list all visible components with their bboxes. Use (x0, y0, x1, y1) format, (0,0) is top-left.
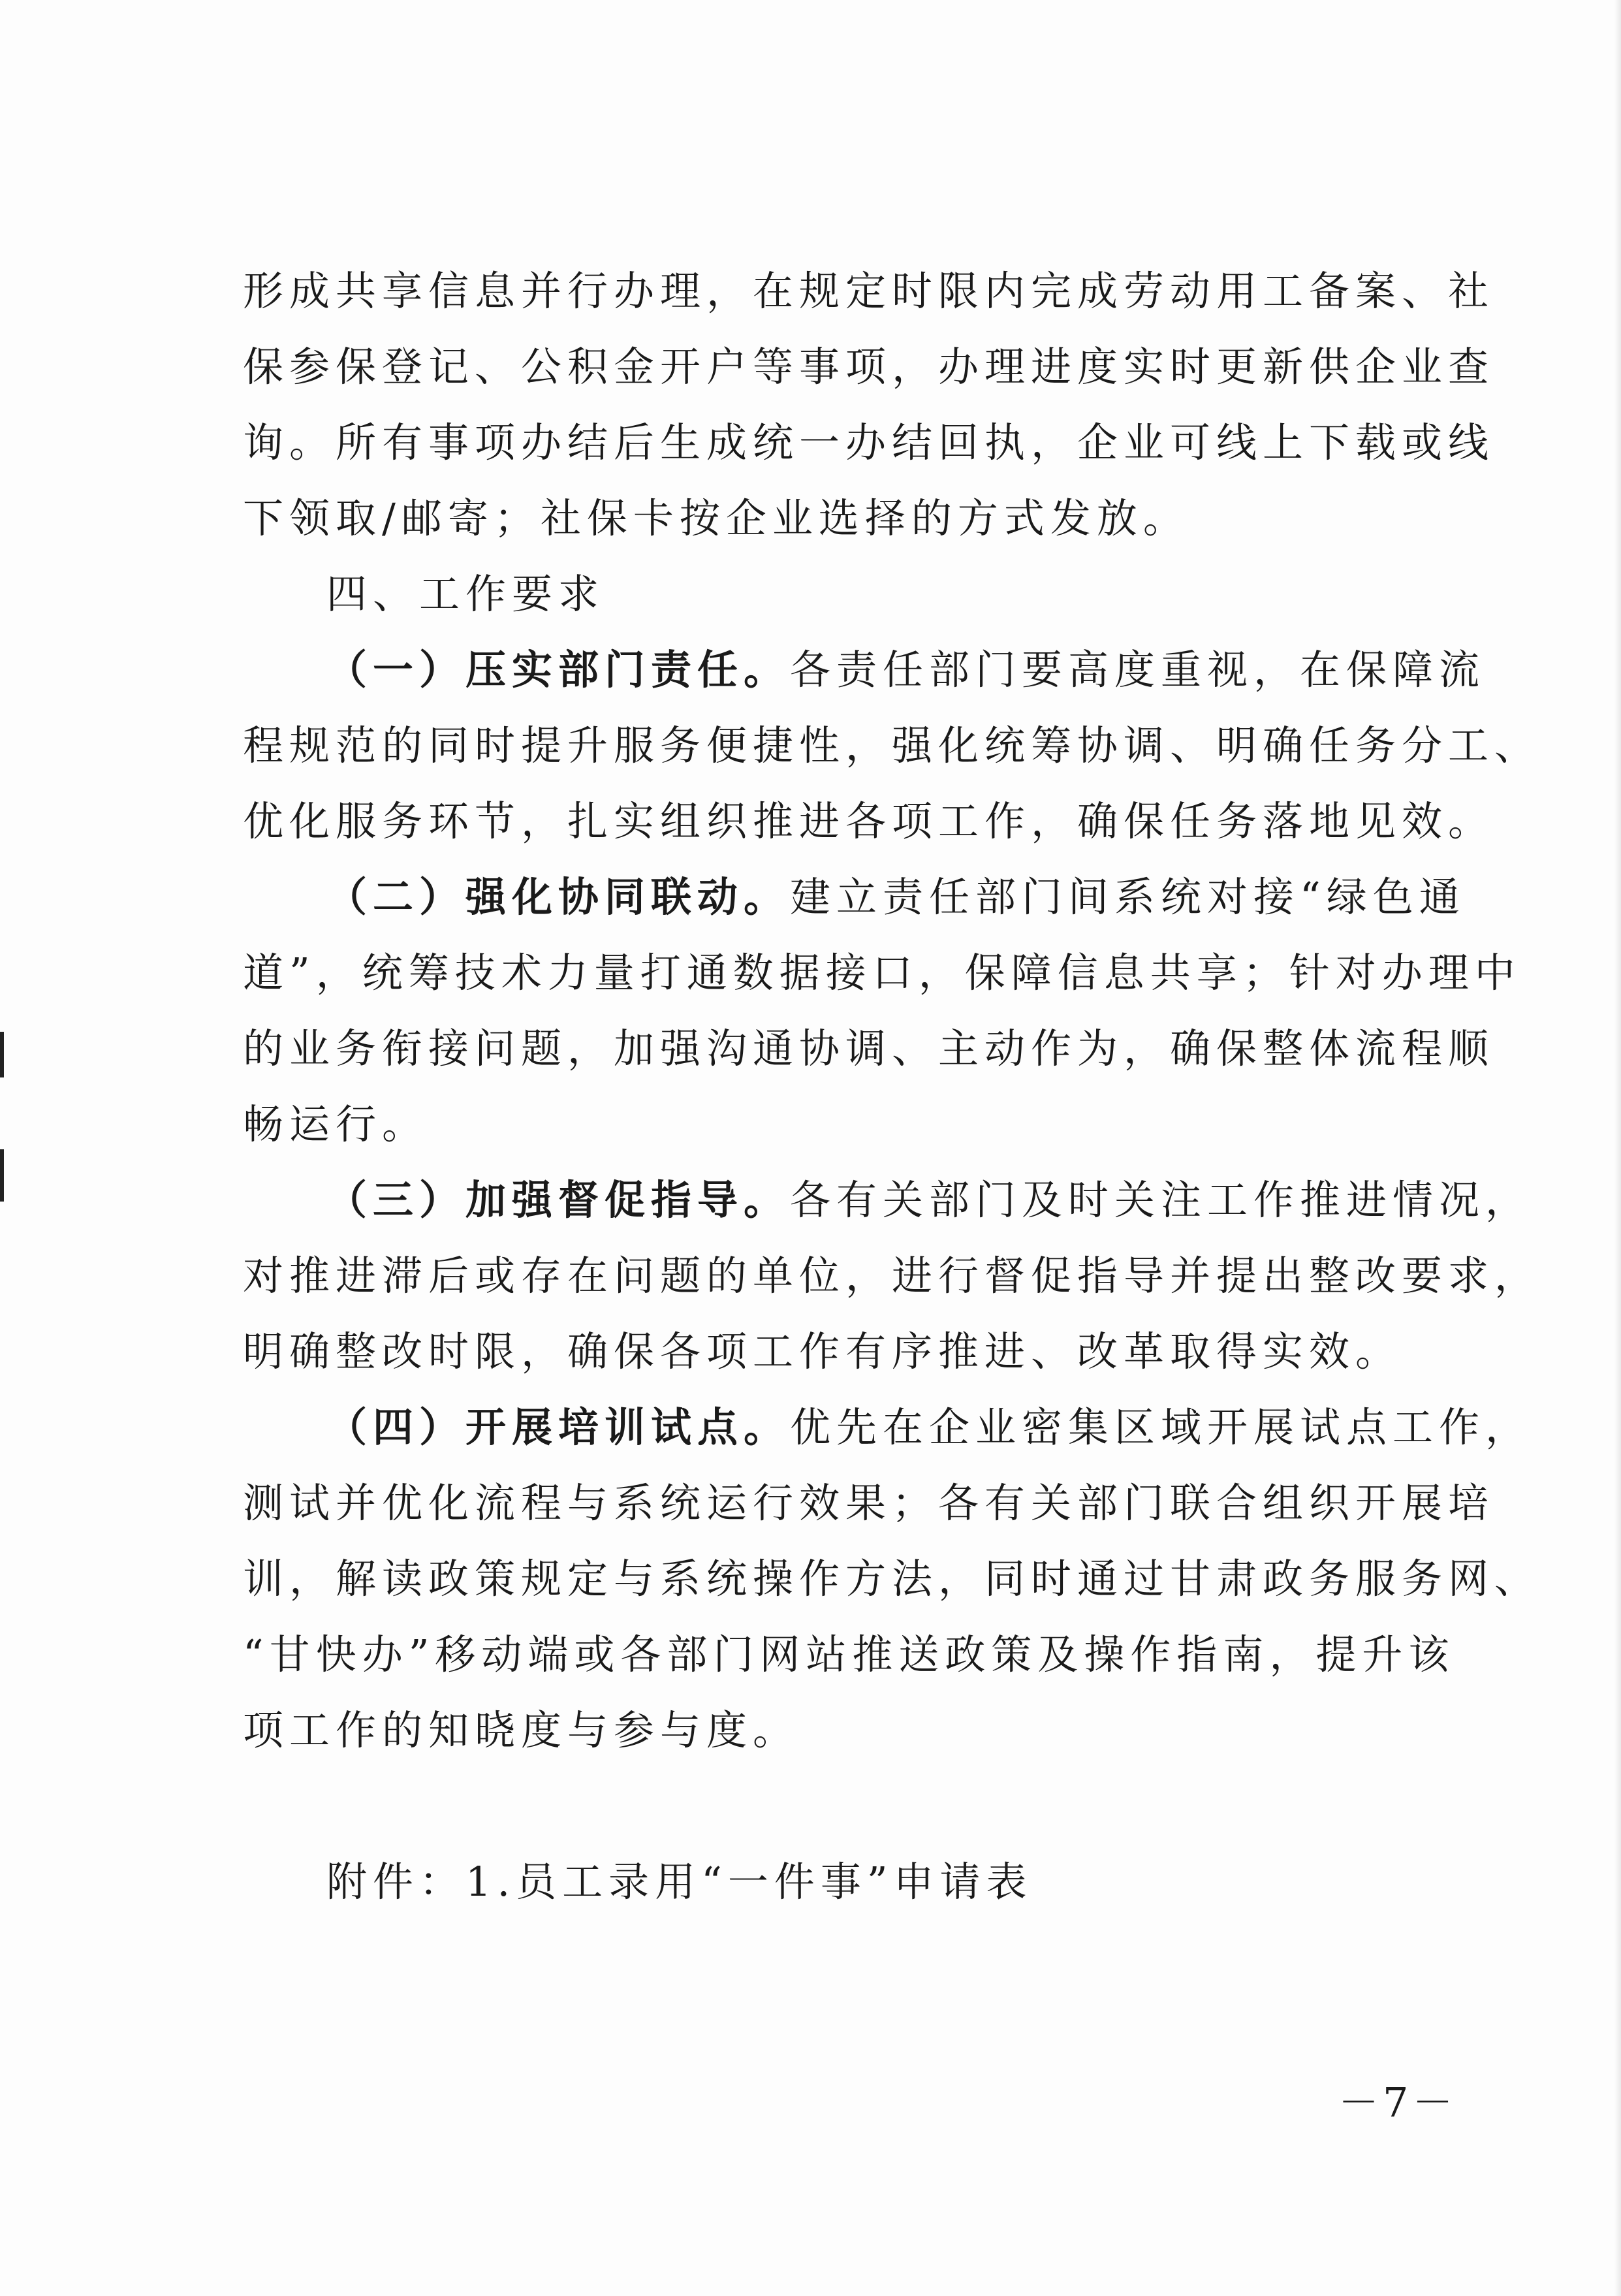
blank-line (243, 1768, 1411, 1844)
item-lead: （二）强化协同联动。 (326, 873, 791, 921)
text-line: 明确整改时限，确保各项工作有序推进、改革取得实效。 (243, 1328, 1402, 1375)
item-lead: （一）压实部门责任。 (326, 646, 791, 694)
item-first-line (243, 632, 1486, 708)
text-line: 保参保登记、公积金开户等事项，办理进度实时更新供企业查 (243, 343, 1495, 391)
attachment-line: 附件：1.员工录用“一件事”申请表 (326, 1858, 1033, 1905)
item-first-line (243, 1390, 1532, 1465)
requirement-item-2 (243, 859, 1521, 1162)
scan-margin-mark (0, 1149, 4, 1202)
scan-margin-mark (0, 1032, 4, 1077)
requirement-item-3 (243, 1162, 1541, 1390)
text-line: “甘快办”移动端或各部门网站推送政策及操作指南，提升该 (243, 1631, 1455, 1678)
page-edge-shadow (1614, 0, 1621, 2296)
text-line: 畅运行。 (243, 1100, 429, 1148)
requirement-item-1 (243, 632, 1541, 859)
text-line: 的业务衔接问题，加强沟通协调、主动作为，确保整体流程顺 (243, 1025, 1495, 1072)
text-line: 测试并优化流程与系统运行效果；各有关部门联合组织开展培 (243, 1479, 1495, 1527)
item-first-line (243, 1162, 1532, 1238)
requirement-item-4 (243, 1390, 1541, 1768)
text-line: 下领取/邮寄；社保卡按企业选择的方式发放。 (243, 494, 1189, 542)
text-line: 优化服务环节，扎实组织推进各项工作，确保任务落地见效。 (243, 797, 1495, 845)
item-text: 优先在企业密集区域开展试点工作， (790, 1403, 1532, 1451)
text-line: 道”，统筹技术力量打通数据接口，保障信息共享；针对办理中 (243, 949, 1521, 997)
section-heading: 四、工作要求 (326, 570, 605, 618)
text-line: 程规范的同时提升服务便捷性，强化统筹协调、明确任务分工、 (243, 722, 1541, 769)
item-first-line (243, 859, 1466, 935)
item-lead: （三）加强督促指导。 (326, 1176, 791, 1224)
item-text: 各责任部门要高度重视，在保障流 (790, 646, 1486, 694)
item-lead: （四）开展培训试点。 (326, 1403, 791, 1451)
item-text: 各有关部门及时关注工作推进情况， (790, 1176, 1532, 1224)
document-body (243, 253, 1541, 1920)
text-line: 对推进滞后或存在问题的单位，进行督促指导并提出整改要求， (243, 1252, 1541, 1299)
text-line: 项工作的知晓度与参与度。 (243, 1706, 800, 1754)
item-text: 建立责任部门间系统对接“绿色通 (790, 873, 1466, 921)
page-number: －7－ (1338, 2079, 1457, 2126)
text-line: 形成共享信息并行办理，在规定时限内完成劳动用工备案、社 (243, 267, 1495, 315)
text-line: 训，解读政策规定与系统操作方法，同时通过甘肃政务服务网、 (243, 1555, 1541, 1602)
text-line: 询。所有事项办结后生成统一办结回执，企业可线上下载或线 (243, 419, 1495, 466)
continuation-paragraph (243, 253, 1495, 556)
